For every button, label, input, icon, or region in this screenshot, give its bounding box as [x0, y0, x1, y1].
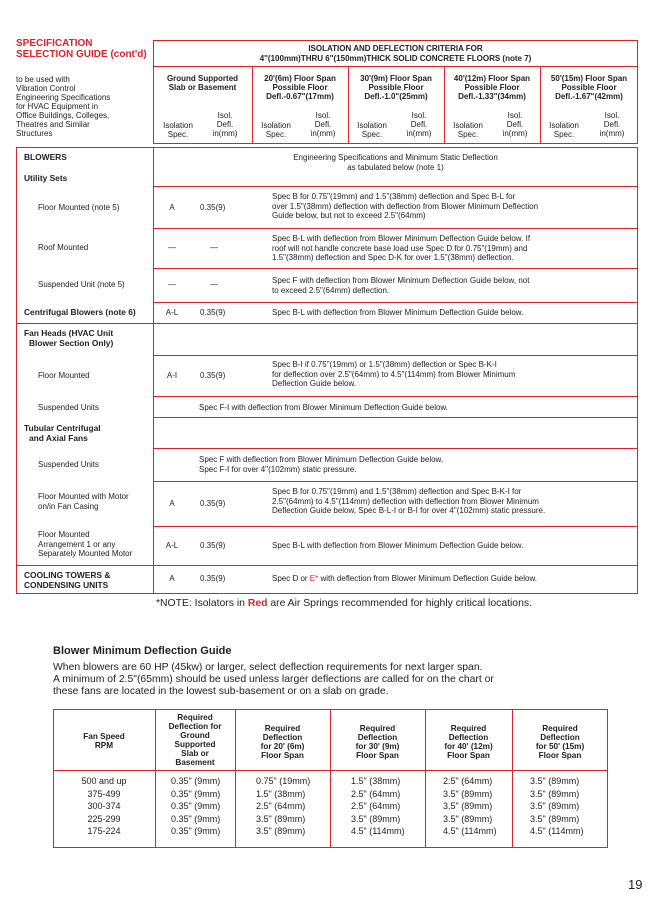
subhead-line: in(mm): [406, 129, 432, 138]
usage-line: Vibration Control: [16, 84, 76, 93]
table-cell: 0.35" (9mm): [171, 801, 221, 811]
defl-head: [396, 111, 442, 138]
isol-spec-head: [542, 121, 586, 139]
note-red-word: Red: [247, 598, 268, 609]
heading-line: COOLING TOWERS &: [24, 570, 111, 580]
header-line: Required: [359, 724, 396, 733]
table-cell: 3.5" (89mm): [530, 788, 580, 799]
isolation-defl: 0.35(9): [200, 499, 226, 508]
isolation-spec: A: [169, 203, 175, 212]
row-label: Roof Mounted: [38, 243, 89, 252]
heading-line: Tubular Centrifugal: [24, 423, 101, 433]
header-line: Deflection: [448, 733, 489, 742]
isolation-defl: 0.35(9): [200, 203, 226, 212]
spec-text: [272, 234, 530, 263]
row-label: Floor Mounted (note 5): [38, 203, 120, 212]
guide-col-40ft: [443, 775, 497, 838]
table-cell: 0.35" (9mm): [171, 776, 221, 786]
row-label: Suspended Units: [38, 460, 99, 469]
usage-line: to be used with: [16, 75, 70, 84]
subhead-line: Defl.: [410, 120, 428, 129]
col-title-line: Ground Supported: [166, 74, 239, 83]
table-cell: 175-224: [87, 826, 121, 836]
table-cell: 3.5" (89mm): [530, 813, 580, 824]
subhead-line: Defl.: [506, 120, 524, 129]
table-cell: 3.5" (89mm): [443, 788, 493, 799]
heading-line: Blower Section Only): [29, 338, 114, 348]
header-line: Basement: [175, 758, 215, 767]
isol-spec-head: [156, 121, 200, 139]
header-line: Required: [264, 724, 301, 733]
text-line: as tabulated below (note 1): [347, 162, 444, 172]
subhead-line: Spec.: [361, 130, 383, 139]
isolation-spec: A: [169, 574, 175, 583]
note-part: are Air Springs recommended for highly critical locations.: [267, 598, 532, 609]
spec-text: [272, 360, 515, 389]
page-number: 19: [628, 877, 643, 892]
guide-col-50ft: [530, 775, 584, 838]
isolation-defl: —: [210, 243, 218, 252]
col-title-line: Possible Floor: [561, 83, 617, 92]
guide-header-rpm: [53, 732, 155, 750]
guide-col-ground: [171, 775, 220, 838]
criteria-title-line-2: 4"(100mm)THRU 6"(150mm)THICK SOLID CONCRETE FLOORS (note 7): [259, 54, 532, 63]
usage-line: Engineering Specifications: [16, 93, 111, 102]
table-cell: 3.5" (89mm): [256, 813, 306, 824]
table-cell: 4.5" (114mm): [443, 826, 497, 836]
col-title-line: Possible Floor: [272, 83, 328, 92]
spec-title-line-1: SPECIFICATION: [16, 38, 93, 49]
guide-header-50ft: [512, 724, 608, 760]
heading-line: CONDENSING UNITS: [24, 580, 109, 590]
subhead-line: Isolation: [357, 121, 387, 130]
header-line: RPM: [94, 741, 114, 750]
spec-text: Spec F-I with deflection from Blower Minimum Deflection Guide below.: [199, 403, 448, 412]
header-line: Floor Span: [538, 751, 582, 760]
label-line: Separately Mounted Motor: [38, 549, 133, 558]
table-cell: 225-299: [87, 813, 121, 824]
isolation-spec: A-I: [166, 371, 178, 380]
header-line: Floor Span: [261, 751, 304, 760]
text-line: Deflection Guide below, Spec B-L-I or B-I for over 4"(102mm) static pressure.: [272, 506, 546, 515]
col-title-line: 30'(9m) Floor Span: [360, 74, 432, 83]
header-line: Deflection: [357, 733, 398, 742]
criteria-title-line-1: ISOLATION AND DEFLECTION CRITERIA FOR: [308, 44, 483, 53]
col-title-line: Defl.-0.67"(17mm): [266, 92, 334, 101]
table-cell: 2.5" (64mm): [351, 788, 401, 799]
text-line: roof will not handle concrete base load use Spec D for 0.75"(19mm) and: [272, 243, 528, 253]
spec-text: [272, 574, 537, 584]
row-label: [38, 492, 129, 511]
text-line: Spec F-I for over 4"(102mm) static pressure.: [199, 464, 357, 474]
guide-col-30ft: [351, 775, 405, 838]
header-line: Floor Span: [447, 751, 490, 760]
para-line: these fans are located in the lowest sub-basement or on a slab on grade.: [53, 686, 389, 697]
text-line: Engineering Specifications and Minimum Static Deflection: [293, 153, 498, 162]
isolation-spec: A-L: [165, 308, 179, 317]
spec-text: Spec B-L with deflection from Blower Minimum Deflection Guide below.: [272, 308, 524, 317]
text-line: to exceed 2.5"(64mm) deflection.: [272, 285, 390, 295]
guide-col-rpm: [53, 775, 155, 838]
header-line: Fan Speed: [83, 732, 125, 741]
subhead-line: Isolation: [163, 121, 193, 130]
spec-text: [272, 487, 545, 516]
subhead-line: in(mm): [502, 129, 528, 138]
header-line: Required: [542, 724, 578, 733]
table-cell: 300-374: [87, 801, 121, 811]
table-cell: 3.5" (89mm): [530, 776, 580, 786]
text-part: Spec D or: [272, 574, 310, 583]
isolation-defl: 0.35(9): [200, 574, 226, 583]
guide-title: Blower Minimum Deflection Guide: [53, 645, 232, 657]
table-cell: 3.5" (89mm): [351, 813, 401, 824]
utility-sets-heading: Utility Sets: [24, 173, 68, 183]
defl-head: [588, 111, 636, 138]
usage-note: [16, 75, 110, 138]
isol-spec-head: [350, 121, 394, 139]
text-line: 1.5"(38mm) deflection and Spec D-K for over 1.5"(38mm) deflection.: [272, 253, 514, 262]
col-title-40ft: [444, 74, 540, 101]
isolation-defl: 0.35(9): [200, 541, 226, 550]
subhead-line: Isol.: [507, 111, 523, 120]
subhead-line: in(mm): [212, 129, 238, 138]
subhead-line: in(mm): [599, 129, 625, 138]
subhead-line: Spec.: [265, 130, 287, 139]
label-line: Floor Mounted: [38, 530, 90, 539]
usage-line: Office Buildings, Colleges,: [16, 111, 110, 120]
text-part: with deflection from Blower Minimum Deflection Guide below.: [318, 574, 538, 583]
row-label: Suspended Units: [38, 403, 99, 412]
para-line: When blowers are 60 HP (45kw) or larger, select deflection requirements for next larger span.: [53, 662, 483, 673]
col-title-line: Possible Floor: [464, 83, 520, 92]
centrifugal-heading: Centrifugal Blowers (note 6): [24, 307, 136, 317]
header-line: for 40' (12m): [444, 742, 493, 751]
isolation-defl: —: [210, 280, 218, 289]
col-title-line: 20'(6m) Floor Span: [264, 74, 336, 83]
header-line: Deflection: [262, 733, 303, 742]
guide-header-ground: [155, 713, 235, 767]
col-title-50ft: [540, 74, 638, 101]
table-cell: 3.5" (89mm): [530, 801, 580, 811]
spec-text: [272, 192, 538, 221]
text-line: Spec F with deflection from Blower Minimum Deflection Guide below, not: [272, 276, 530, 285]
isolation-spec: A: [169, 499, 175, 508]
header-line: Deflection: [540, 733, 580, 742]
text-line: 2.5"(64mm) to 4.5"(114mm) deflection with deflection from Blower Minimum: [272, 496, 539, 506]
table-cell: 3.5" (89mm): [443, 801, 493, 811]
subhead-line: Isolation: [261, 121, 291, 130]
subhead-line: Isol.: [217, 111, 233, 120]
usage-line: Structures: [16, 129, 53, 138]
defl-head: [203, 111, 247, 138]
text-line: Spec B-I if 0.75"(19mm) or 1.5"(38mm) deflection or Spec B-K-I: [272, 360, 497, 369]
blowers-heading: BLOWERS: [24, 152, 67, 162]
table-cell: 0.35" (9mm): [171, 826, 221, 836]
table-cell: 3.5" (89mm): [443, 813, 493, 824]
table-cell: 2.5" (64mm): [443, 776, 493, 786]
guide-header-20ft: [235, 724, 330, 760]
usage-line: for HVAC Equipment in: [16, 102, 99, 111]
table-cell: 1.5" (38mm): [351, 776, 401, 786]
table-cell: 500 and up: [81, 776, 127, 786]
col-title-30ft: [348, 74, 444, 101]
col-title-line: 50'(15m) Floor Span: [550, 74, 628, 83]
isolation-spec: A-L: [165, 541, 179, 550]
spec-title: [16, 38, 147, 60]
subhead-line: Defl.: [603, 120, 621, 129]
header-line: for 50' (15m): [535, 742, 585, 751]
subhead-line: Isol.: [411, 111, 427, 120]
cooling-heading: [24, 570, 110, 590]
text-line: Spec B for 0.75"(19mm) and 1.5"(38mm) deflection and Spec B-L for: [272, 192, 516, 201]
subhead-line: Spec.: [553, 130, 575, 139]
isol-spec-head: [254, 121, 298, 139]
fan-heads-heading: [24, 328, 113, 348]
subhead-line: Defl.: [314, 120, 332, 129]
text-line: Spec F with deflection from Blower Minimum Deflection Guide below,: [199, 455, 444, 464]
spec-text: Spec B-L with deflection from Blower Minimum Deflection Guide below.: [272, 541, 524, 550]
text-line: Guide below, but not to exceed 2.5"(64mm): [272, 211, 426, 220]
header-line: for 20' (6m): [260, 742, 305, 751]
air-spring-note: [156, 598, 532, 609]
row-label: Suspended Unit (note 5): [38, 280, 125, 289]
text-line: Spec B for 0.75"(19mm) and 1.5"(38mm) deflection and Spec B-K-I for: [272, 487, 522, 496]
col-title-line: Possible Floor: [368, 83, 424, 92]
isolation-defl: 0.35(9): [200, 308, 226, 317]
header-line: Required: [450, 724, 487, 733]
table-cell: 0.35" (9mm): [171, 813, 221, 824]
col-title-line: Defl.-1.67"(42mm): [555, 92, 623, 101]
text-line: Deflection Guide below.: [272, 379, 357, 388]
heading-line: and Axial Fans: [29, 433, 88, 443]
header-line: Floor Span: [356, 751, 399, 760]
isolation-spec: —: [168, 280, 176, 289]
col-title-line: 40'(12m) Floor Span: [453, 74, 531, 83]
isol-spec-head: [446, 121, 490, 139]
header-line: Deflection for: [168, 722, 222, 731]
label-line: Arrangement 1 or any: [38, 539, 116, 549]
heading-line: Fan Heads (HVAC Unit: [24, 328, 114, 338]
defl-head: [300, 111, 346, 138]
table-cell: 4.5" (114mm): [530, 826, 584, 836]
subhead-line: Spec.: [167, 130, 189, 139]
col-title-line: Defl.-1.0"(25mm): [364, 92, 428, 101]
air-spring-mark: E*: [309, 574, 319, 583]
header-line: Slab or: [181, 749, 209, 758]
para-line: A minimum of 2.5"(65mm) should be used unless larger deflections are called for on the chart or: [53, 674, 494, 685]
subhead-line: Isol.: [604, 111, 620, 120]
table-cell: 0.75" (19mm): [256, 776, 311, 786]
table-cell: 1.5" (38mm): [256, 788, 306, 799]
label-line: Floor Mounted with Motor: [38, 492, 129, 501]
header-line: Required: [177, 713, 213, 722]
table-cell: 4.5" (114mm): [351, 826, 405, 836]
text-line: Spec B-L with deflection from Blower Minimum Deflection Guide below. If: [272, 234, 531, 243]
header-line: Ground: [180, 731, 210, 740]
spec-text: [199, 455, 443, 474]
subhead-line: Isolation: [549, 121, 579, 130]
col-title-20ft: [252, 74, 348, 101]
table-cell: 2.5" (64mm): [351, 801, 401, 811]
row-label: Floor Mounted: [38, 371, 90, 380]
isolation-defl: 0.35(9): [200, 371, 226, 380]
spec-title-line-2: SELECTION GUIDE (cont'd): [16, 49, 147, 60]
tubular-heading: [24, 423, 101, 443]
subhead-line: Spec.: [457, 130, 479, 139]
table-cell: 0.35" (9mm): [171, 788, 221, 799]
table-cell: 3.5" (89mm): [256, 826, 306, 836]
subhead-line: in(mm): [310, 129, 336, 138]
note-part: *NOTE: Isolators in: [156, 598, 248, 609]
defl-head: [492, 111, 538, 138]
guide-paragraph: [53, 662, 494, 698]
subhead-line: Defl.: [216, 120, 234, 129]
subhead-line: Isolation: [453, 121, 483, 130]
guide-header-30ft: [330, 724, 425, 760]
criteria-title: [153, 44, 638, 64]
usage-line: Theatres and Similar: [16, 120, 90, 129]
table-cell: 2.5" (64mm): [256, 801, 306, 811]
table-cell: 375-499: [87, 788, 121, 799]
eng-spec-note: [153, 153, 638, 172]
guide-col-20ft: [256, 775, 310, 838]
isolation-spec: —: [168, 243, 176, 252]
subhead-line: Isol.: [315, 111, 331, 120]
col-title-ground: [153, 74, 252, 92]
header-line: Supported: [174, 740, 216, 749]
label-line: on/in Fan Casing: [38, 501, 99, 511]
text-line: over 1.5"(38mm) deflection with deflection from Blower Minimum Deflection: [272, 201, 539, 211]
col-title-line: Defl.-1.33"(34mm): [458, 92, 526, 101]
row-label: [38, 530, 132, 559]
col-title-line: Slab or Basement: [168, 83, 237, 92]
guide-header-40ft: [425, 724, 512, 760]
text-line: for deflection over 2.5"(64mm) to 4.5"(114mm) from Blower Minimum: [272, 369, 516, 379]
header-line: for 30' (9m): [355, 742, 400, 751]
spec-text: [272, 276, 529, 295]
